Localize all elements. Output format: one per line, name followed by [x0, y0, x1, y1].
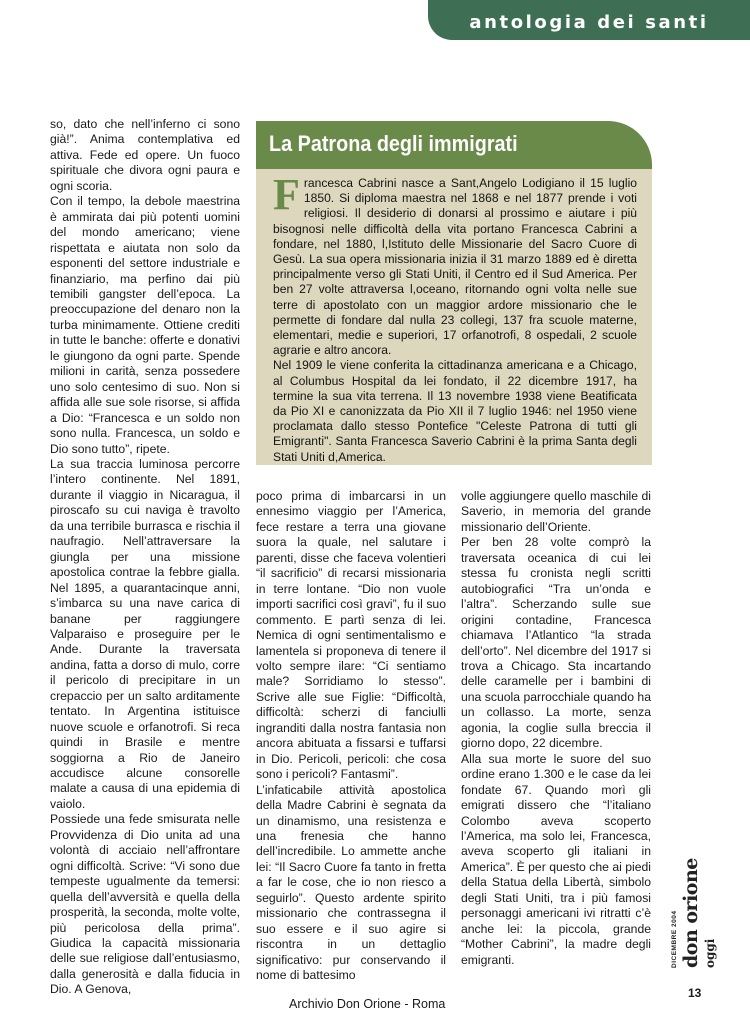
magazine-logo — [670, 858, 722, 968]
sidebar-box — [256, 121, 652, 465]
box-text: rancesca Cabrini nasce a Sant,Angelo Lodigiano il 15 luglio 1850. Si diploma maestra nel 1868 e nel 1877 prende i voti religiosi. Il desiderio di donarsi al prossimo e aiutare i più bisognosi nelle difficoltà della vita portano Francesca Cabrini a fondare, nel 1880, l,Istituto delle Missionarie del Sacro Cuore di Gesù. La sua opera missionaria inizia il 31 marzo 1889 ed è diretta principalmente verso gli Stati Uniti, il Centro ed il Sud America. Per ben 27 volte attraversa l,oceano, ritornando ogni volta nelle sue terre di apostolato con un maggior ardore missionario che le permette di fondare dal nulla 23 collegi, 137 fra scuole materne, elementari, medie e superiori, 17 orfanotrofi, 8 ospedali, 2 scuole agrarie e altro ancora. Nel 1909 le viene conferita la cittadinanza americana e a Chicago, al Columbus Hospital da lei fondato, il 22 dicembre 1917, ha termine la sua vita terrena. Il 13 novembre 1938 viene Beatificata da Pio XI e canonizzata da Pio XII il 7 luglio 1946: nel 1950 viene proclamata dallo stesso Pontefice "Celeste Patrona di tutti gli Emigranti". Santa Francesca Saverio Cabrini è la prima Santa degli Stati Uniti d,America. — [273, 176, 637, 464]
section-header-tab — [428, 0, 750, 40]
section-label: antologia dei santi — [469, 12, 709, 33]
text-column-left: so, dato che nell’inferno ci sono già!”. Anima contemplativa ed attiva. Fede ed opere. Un fuoco spirituale che divora ogni paura e ogni scoria. Con il tempo, la debole maestrina è ammirata dai più potenti uomini del mondo americano; viene rispettata e aiutata non solo da esponenti del settore industriale e finanziario, ma perfino dai più temibili gangster dell’epoca. La preoccupazione del denaro non la turba minimamente. Ottiene crediti in tutte le banche: offerte e donativi le giungono da ogni parte. Spende milioni in carità, senza possedere uno solo centesimo di suo. Non si affida alle sue sole risorse, si affida a Dio: “Francesca e un soldo non sono nulla. Francesca, un soldo e Dio sono tutto”, ripete. La sua traccia luminosa percorre l’intero continente. Nel 1891, durante il viaggio in Nicaragua, il piroscafo su cui naviga è travolto da una terribile burrasca e rischia il naufragio. Nell’attraversare la giungla per una missione apostolica contrae la febbre gialla. Nel 1895, a quarantacinque anni, s’imbarca su una nave carica di banane per raggiungere Valparaiso e proseguire per le Ande. Durante la traversata andina, fatta a dorso di mulo, corre il pericolo di precipitare in un crepaccio per un salto arditamente tentato. In Argentina istituisce nuove scuole e orfanotrofi. Si reca quindi in Brasile e mentre soggiorna a Rio de Janeiro accudisce alcune consorelle malate a causa di una epidemia di vaiolo. Possiede una fede smisurata nelle Provvidenza di Dio unita ad una volontà di acciaio nell’affrontare ogni difficoltà. Scrive: “Vi sono due tempeste ugualmente da temersi: quella dell’avversità e quella della prosperità, la seconda, molte volte, più pericolosa della prima”. Giudica la capacità missionaria delle sue religiose dall’entusiasmo, dalla generosità e dalla fiducia in Dio. A Genova, — [50, 117, 240, 997]
archive-footer: Archivio Don Orione - Roma — [289, 997, 446, 1011]
magazine-subtitle: oggi — [703, 938, 717, 968]
magazine-name: don orione — [680, 858, 702, 968]
text-column-middle: poco prima di imbarcarsi in un ennesimo viaggio per l’America, fece restare a terra una giovane suora la quale, nel salutare i parenti, disse che faceva volentieri “il sacrificio” di recarsi missionaria in terre lontane. “Dio non vuole importi sacrifici così gravi”, fu il suo commento. E partì senza di lei. Nemica di ogni sentimentalismo e lamentela si proponeva di tenere il volto sempre ilare: “Ci sentiamo male? Sorridiamo lo stesso”. Scrive alle sue Figlie: “Difficoltà, difficoltà: scherzi di fanciulli ingranditi dalla nostra fantasia non ancora abituata a fissarsi e tuffarsi in Dio. Pericoli, pericoli: che cosa sono i pericoli? Fantasmi”. L’infaticabile attività apostolica della Madre Cabrini è segnata da un dinamismo, una resistenza e una frenesia che hanno dell’incredibile. Lo ammette anche lei: “Il Sacro Cuore fa tanto in fretta a far le cose, che io non riesco a seguirlo”. Questo ardente spirito missionario che contrassegna il suo essere e il suo agire si riscontra in un dettaglio significativo: pur conservando il nome di battesimo — [256, 489, 446, 983]
text-column-right: volle aggiungere quello maschile di Saverio, in memoria del grande missionario dell’Oriente. Per ben 28 volte comprò la traversata oceanica di cui lei stessa fu cronista negli scritti autobiografici “Tra un’onda e l’altra”. Scherzando sulle sue origini contadine, Francesca chiamava l’Atlantico “la strada dell’orto”. Nel dicembre del 1917 si trova a Chicago. Sta incartando delle caramelle per i bambini di una scuola parrocchiale quando ha un collasso. La morte, senza agonia, la coglie sulla breccia il giorno dopo, 22 dicembre. Alla sua morte le suore del suo ordine erano 1.300 e le case da lei fondate 67. Quando morì gli emigrati dissero che “l’italiano Colombo aveva scoperto l’America, ma solo lei, Francesca, aveva scoperto gli italiani in America”. È per questo che ai piedi della Statua della Libertà, simbolo degli Stati Uniti, tra i più famosi personaggi americani ivi ritratti c’è anche lei: la piccola, grande “Mother Cabrini”, la madre degli emigranti. — [461, 489, 651, 967]
box-title: La Patrona degli immigrati — [269, 131, 518, 156]
magazine-issue-date: DICEMBRE 2004 — [671, 910, 678, 968]
box-body — [273, 170, 637, 465]
drop-cap: F — [273, 170, 300, 219]
page-number: 13 — [688, 986, 702, 1000]
